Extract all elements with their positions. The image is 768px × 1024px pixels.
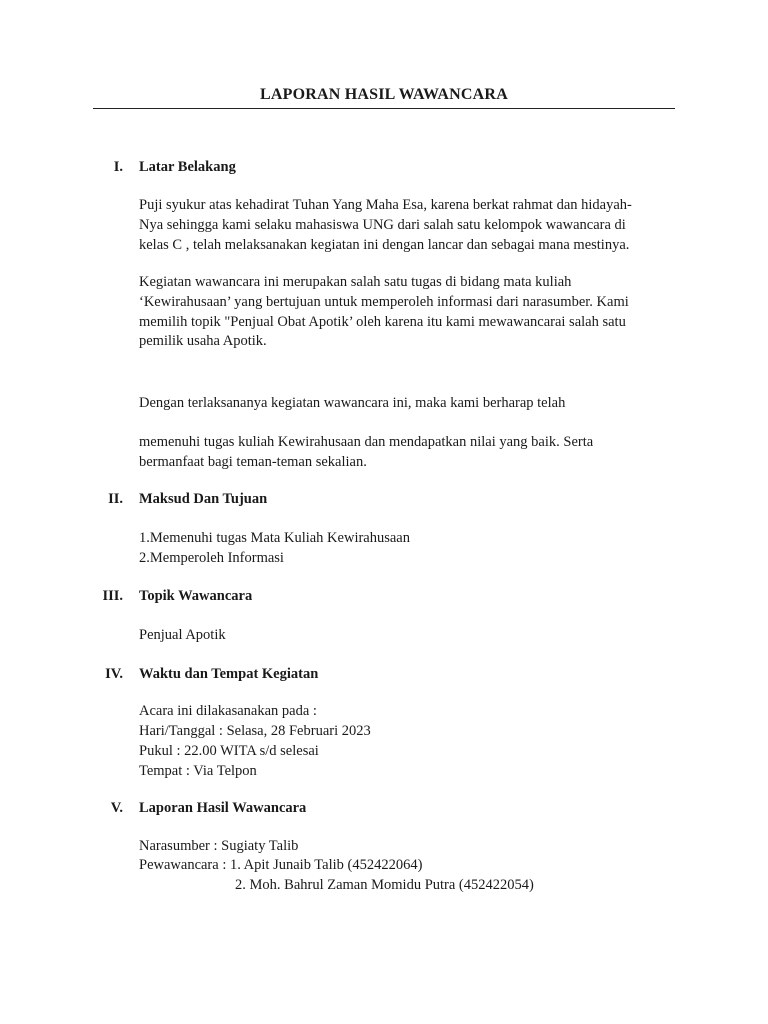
- section-heading-2: Maksud Dan Tujuan: [139, 491, 268, 507]
- list-item: 1.Memenuhi tugas Mata Kuliah Kewirahusaan: [139, 530, 410, 546]
- paragraph-line: Penjual Apotik: [139, 627, 226, 643]
- list-item: 2.Memperoleh Informasi: [139, 550, 284, 566]
- paragraph-line: Pukul : 22.00 WITA s/d selesai: [139, 743, 319, 759]
- paragraph-line: Pewawancara : 1. Apit Junaib Talib (452422064): [139, 857, 423, 873]
- paragraph-line: Acara ini dilakasanakan pada :: [139, 703, 317, 719]
- paragraph-line: Hari/Tanggal : Selasa, 28 Februari 2023: [139, 723, 371, 739]
- paragraph-line: Nya sehingga kami selaku mahasiswa UNG dari salah satu kelompok wawancara di: [139, 217, 626, 233]
- paragraph-line: memilih topik "Penjual Obat Apotik’ oleh karena itu kami mewawancarai salah satu: [139, 314, 626, 330]
- document-title: LAPORAN HASIL WAWANCARA: [260, 86, 508, 103]
- paragraph-line: Puji syukur atas kehadirat Tuhan Yang Maha Esa, karena berkat rahmat dan hidayah-: [139, 197, 632, 213]
- paragraph-line: memenuhi tugas kuliah Kewirahusaan dan mendapatkan nilai yang baik. Serta: [139, 434, 594, 450]
- section-number-1: I.: [113, 159, 123, 175]
- paragraph-line: kelas C , telah melaksanakan kegiatan ini dengan lancar dan sebagai mana mestinya.: [139, 237, 630, 253]
- title-underline: [93, 108, 675, 109]
- paragraph-line: bermanfaat bagi teman-teman sekalian.: [139, 454, 367, 470]
- paragraph-line: pemilik usaha Apotik.: [139, 333, 267, 349]
- paragraph-line: Narasumber : Sugiaty Talib: [139, 838, 299, 854]
- section-number-2: II.: [108, 491, 123, 507]
- section-number-3: III.: [102, 588, 123, 604]
- section-heading-3: Topik Wawancara: [139, 588, 253, 604]
- paragraph-line: Tempat : Via Telpon: [139, 763, 257, 779]
- paragraph-line: ‘Kewirahusaan’ yang bertujuan untuk memperoleh informasi dari narasumber. Kami: [139, 294, 629, 310]
- section-heading-5: Laporan Hasil Wawancara: [139, 800, 307, 816]
- section-heading-1: Latar Belakang: [139, 159, 236, 175]
- section-heading-4: Waktu dan Tempat Kegiatan: [139, 666, 319, 682]
- paragraph-line: 2. Moh. Bahrul Zaman Momidu Putra (452422054): [235, 877, 534, 893]
- section-number-4: IV.: [105, 666, 123, 682]
- section-number-5: V.: [110, 800, 123, 816]
- paragraph-line: Kegiatan wawancara ini merupakan salah satu tugas di bidang mata kuliah: [139, 274, 572, 290]
- paragraph-line: Dengan terlaksananya kegiatan wawancara ini, maka kami berharap telah: [139, 395, 566, 411]
